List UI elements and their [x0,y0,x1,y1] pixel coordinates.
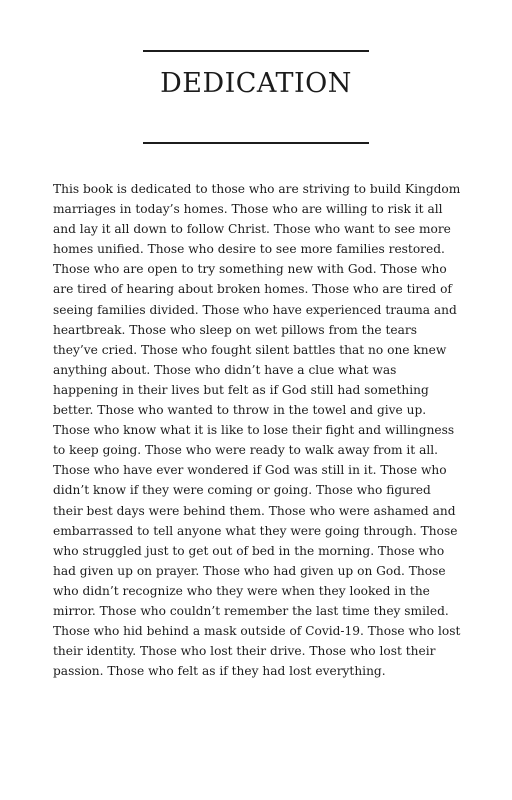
body-line: passion. Those who felt as if they had lost everything. [53,664,386,679]
body-line: Those who know what it is like to lose their fight and willingness [53,423,455,438]
body-line: mirror. Those who couldn’t remember the last time they smiled. [53,603,449,618]
body-line: to keep going. Those who were ready to walk away from it all. [53,443,439,458]
body-line: had given up on prayer. Those who had given up on God. Those [53,563,446,578]
body-line: Those who have ever wondered if God was still in it. Those who [53,463,447,478]
page-title: DEDICATION [160,68,352,99]
body-line: This book is dedicated to those who are striving to build Kingdom [53,182,461,196]
body-line: homes unified. Those who desire to see more families restored. [53,242,445,257]
body-line: marriages in today’s homes. Those who are willing to risk it all [53,202,443,217]
body-line: heartbreak. Those who sleep on wet pillows from the tears [53,322,417,337]
body-line: seeing families divided. Those who have experienced trauma and [53,302,457,317]
body-line: Those who are open to try something new with God. Those who [53,262,447,277]
body-line: embarrassed to tell anyone what they were going through. Those [53,523,458,538]
title-bottom-rule [143,142,369,144]
body-line: their identity. Those who lost their drive. Those who lost their [53,644,436,659]
body-line: better. Those who wanted to throw in the towel and give up. [53,403,427,418]
body-line: who struggled just to get out of bed in the morning. Those who [53,543,445,558]
body-line: who didn’t recognize who they were when they looked in the [53,583,430,598]
body-line: happening in their lives but felt as if God still had something [53,382,429,397]
body-line: they’ve cried. Those who fought silent battles that no one knew [53,342,447,357]
body-line: didn’t know if they were coming or going. Those who figured [53,483,431,498]
title-top-rule [143,50,369,52]
body-line: anything about. Those who didn’t have a clue what was [53,362,397,377]
dedication-body [53,179,465,681]
body-line: Those who hid behind a mask outside of Covid-19. Those who lost [53,624,461,639]
body-line: and lay it all down to follow Christ. Those who want to see more [53,222,451,237]
body-line: their best days were behind them. Those who were ashamed and [53,503,456,518]
body-line: are tired of hearing about broken homes. Those who are tired of [53,282,452,297]
